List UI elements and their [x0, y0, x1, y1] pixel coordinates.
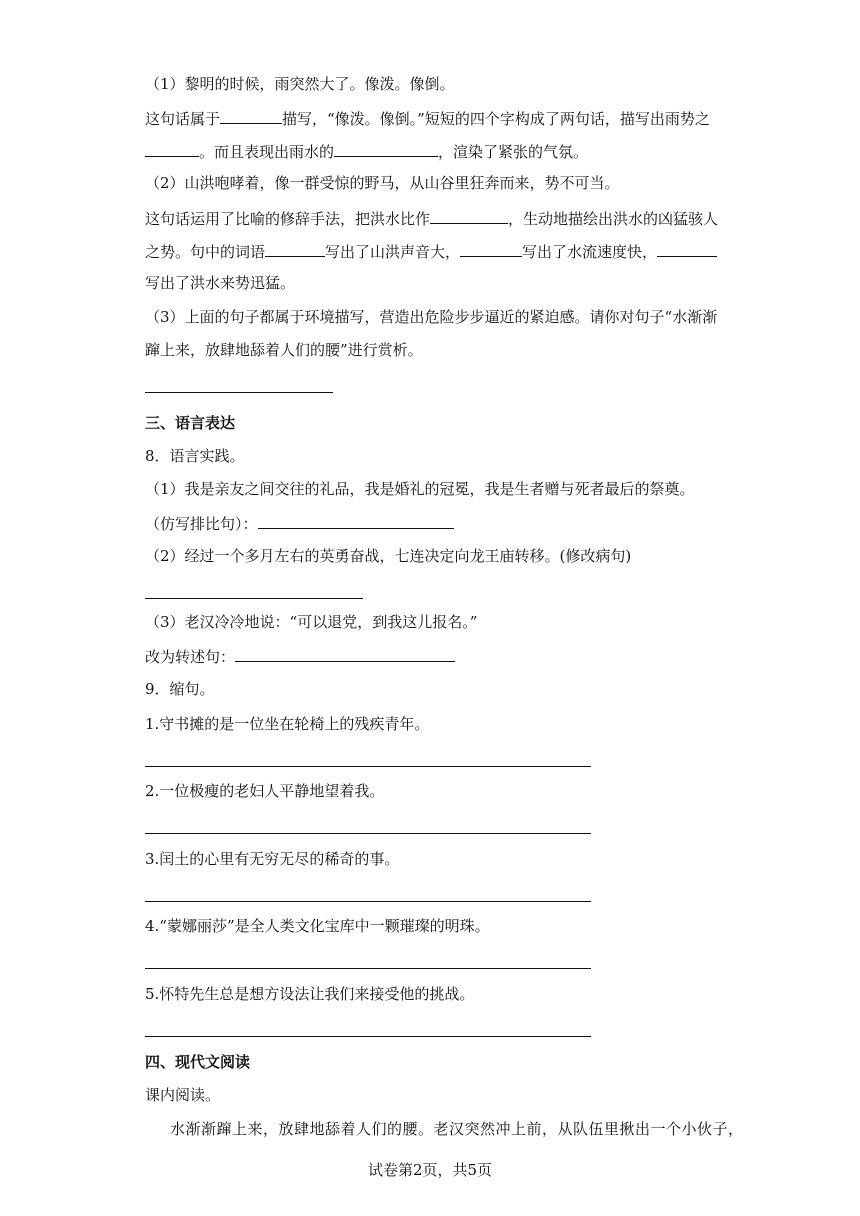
question-title: 8．语言实践。	[145, 447, 245, 465]
fill-blank[interactable]	[334, 140, 438, 157]
text-segment: 3.闰土的心里有无穷无尽的稀奇的事。	[145, 850, 400, 868]
fill-blank[interactable]	[145, 140, 199, 157]
q8-title	[145, 446, 245, 466]
text-segment: 描写，“像泼。像倒。”短短的四个字构成了两句话，描写出雨势之	[282, 110, 710, 128]
text-segment: 。而且表现出雨水的	[199, 143, 335, 161]
section-title: 四、现代文阅读	[145, 1053, 251, 1071]
text-segment: （1）我是亲友之间交往的礼品，我是婚礼的冠冕，我是生者赠与死者最后的祭奠。	[145, 480, 695, 498]
q9-title	[145, 679, 215, 699]
text-segment: （3）老汉冷冷地说：“可以退党，到我这儿报名。”	[145, 613, 478, 631]
answer-line-q9-3[interactable]	[145, 901, 591, 902]
q7-s2-line-a	[145, 207, 718, 229]
q7-sentence-1	[145, 74, 455, 94]
q8-item-3-prompt	[145, 645, 455, 667]
q7-s2-line-b	[145, 240, 717, 262]
text-segment: ，渲染了紧张的气氛。	[438, 143, 589, 161]
fill-blank[interactable]	[430, 207, 508, 224]
section-title: 三、语言表达	[145, 414, 236, 432]
reading-passage	[170, 1119, 744, 1139]
text-segment: 写出了水流速度快，	[522, 243, 658, 261]
answer-line-q9-4[interactable]	[145, 968, 591, 969]
answer-line-q8-2[interactable]	[145, 598, 363, 599]
q9-item-4	[145, 916, 490, 936]
q9-item-3	[145, 849, 399, 869]
answer-line-q9-1[interactable]	[145, 766, 591, 767]
text-segment: （仿写排比句）：	[145, 515, 258, 533]
text-segment: 这句话运用了比喻的修辞手法，把洪水比作	[145, 210, 431, 228]
q8-item-1	[145, 479, 695, 499]
q7-s1-line-b	[145, 140, 588, 162]
page-number: 试卷第2页，共5页	[367, 1161, 493, 1179]
q8-item-3	[145, 612, 477, 632]
fill-blank[interactable]	[220, 107, 282, 124]
q8-item-2	[145, 546, 631, 566]
q7-sentence-3-a	[145, 307, 717, 327]
text-segment: 这句话属于	[145, 110, 221, 128]
page-footer	[0, 1160, 860, 1180]
q9-item-2	[145, 781, 384, 801]
answer-line-q9-5[interactable]	[145, 1036, 591, 1037]
text-segment: （2）经过一个多月左右的英勇奋战，七连决定向龙王庙转移。(修改病句)	[145, 547, 632, 565]
q7-sentence-2-text: （2）山洪咆哮着，像一群受惊的野马，从山谷里狂奔而来，势不可当。	[145, 174, 620, 192]
text-segment: 蹿上来，放肆地舔着人们的腰”进行赏析。	[145, 341, 423, 359]
fill-blank[interactable]	[265, 240, 325, 257]
q7-s1-line-a	[145, 107, 710, 129]
q8-item-1-prompt	[145, 512, 454, 534]
passage-text: 水渐渐蹿上来，放肆地舔着人们的腰。老汉突然冲上前，从队伍里揪出一个小伙子，	[170, 1120, 744, 1138]
section-4-heading	[145, 1052, 250, 1072]
text-segment: 课内阅读。	[145, 1086, 221, 1104]
text-segment: 写出了山洪声音大，	[325, 243, 461, 261]
text-segment: 4.“蒙娜丽莎”是全人类文化宝库中一颗璀璨的明珠。	[145, 917, 490, 935]
text-segment: 2.一位极瘦的老妇人平静地望着我。	[145, 782, 385, 800]
q7-sentence-1-text: （1）黎明的时候，雨突然大了。像泼。像倒。	[145, 75, 455, 93]
q7-sentence-2	[145, 173, 620, 193]
answer-line-q9-2[interactable]	[145, 833, 591, 834]
text-segment: 改为转述句：	[145, 648, 236, 666]
text-segment: 写出了洪水来势迅猛。	[145, 274, 296, 292]
question-title: 9．缩句。	[145, 680, 215, 698]
q9-item-1	[145, 714, 429, 734]
q9-item-5	[145, 984, 474, 1004]
text-segment: ，生动地描绘出洪水的凶猛骇人	[508, 210, 719, 228]
fill-blank[interactable]	[460, 240, 522, 257]
section-3-heading	[145, 413, 235, 433]
text-segment: （3）上面的句子都属于环境描写，营造出危险步步逼近的紧迫感。请你对句子“水渐渐	[145, 308, 718, 326]
text-segment: 1.守书摊的是一位坐在轮椅上的残疾青年。	[145, 715, 430, 733]
text-segment: 之势。句中的词语	[145, 243, 266, 261]
fill-blank[interactable]	[657, 240, 717, 257]
text-segment: 5.怀特先生总是想方设法让我们来接受他的挑战。	[145, 985, 475, 1003]
fill-blank[interactable]	[258, 512, 454, 529]
answer-line-q7-3[interactable]	[145, 392, 333, 393]
q7-s2-line-c	[145, 273, 295, 293]
fill-blank[interactable]	[235, 645, 455, 662]
q7-sentence-3-b	[145, 340, 423, 360]
section-4-intro	[145, 1085, 220, 1105]
